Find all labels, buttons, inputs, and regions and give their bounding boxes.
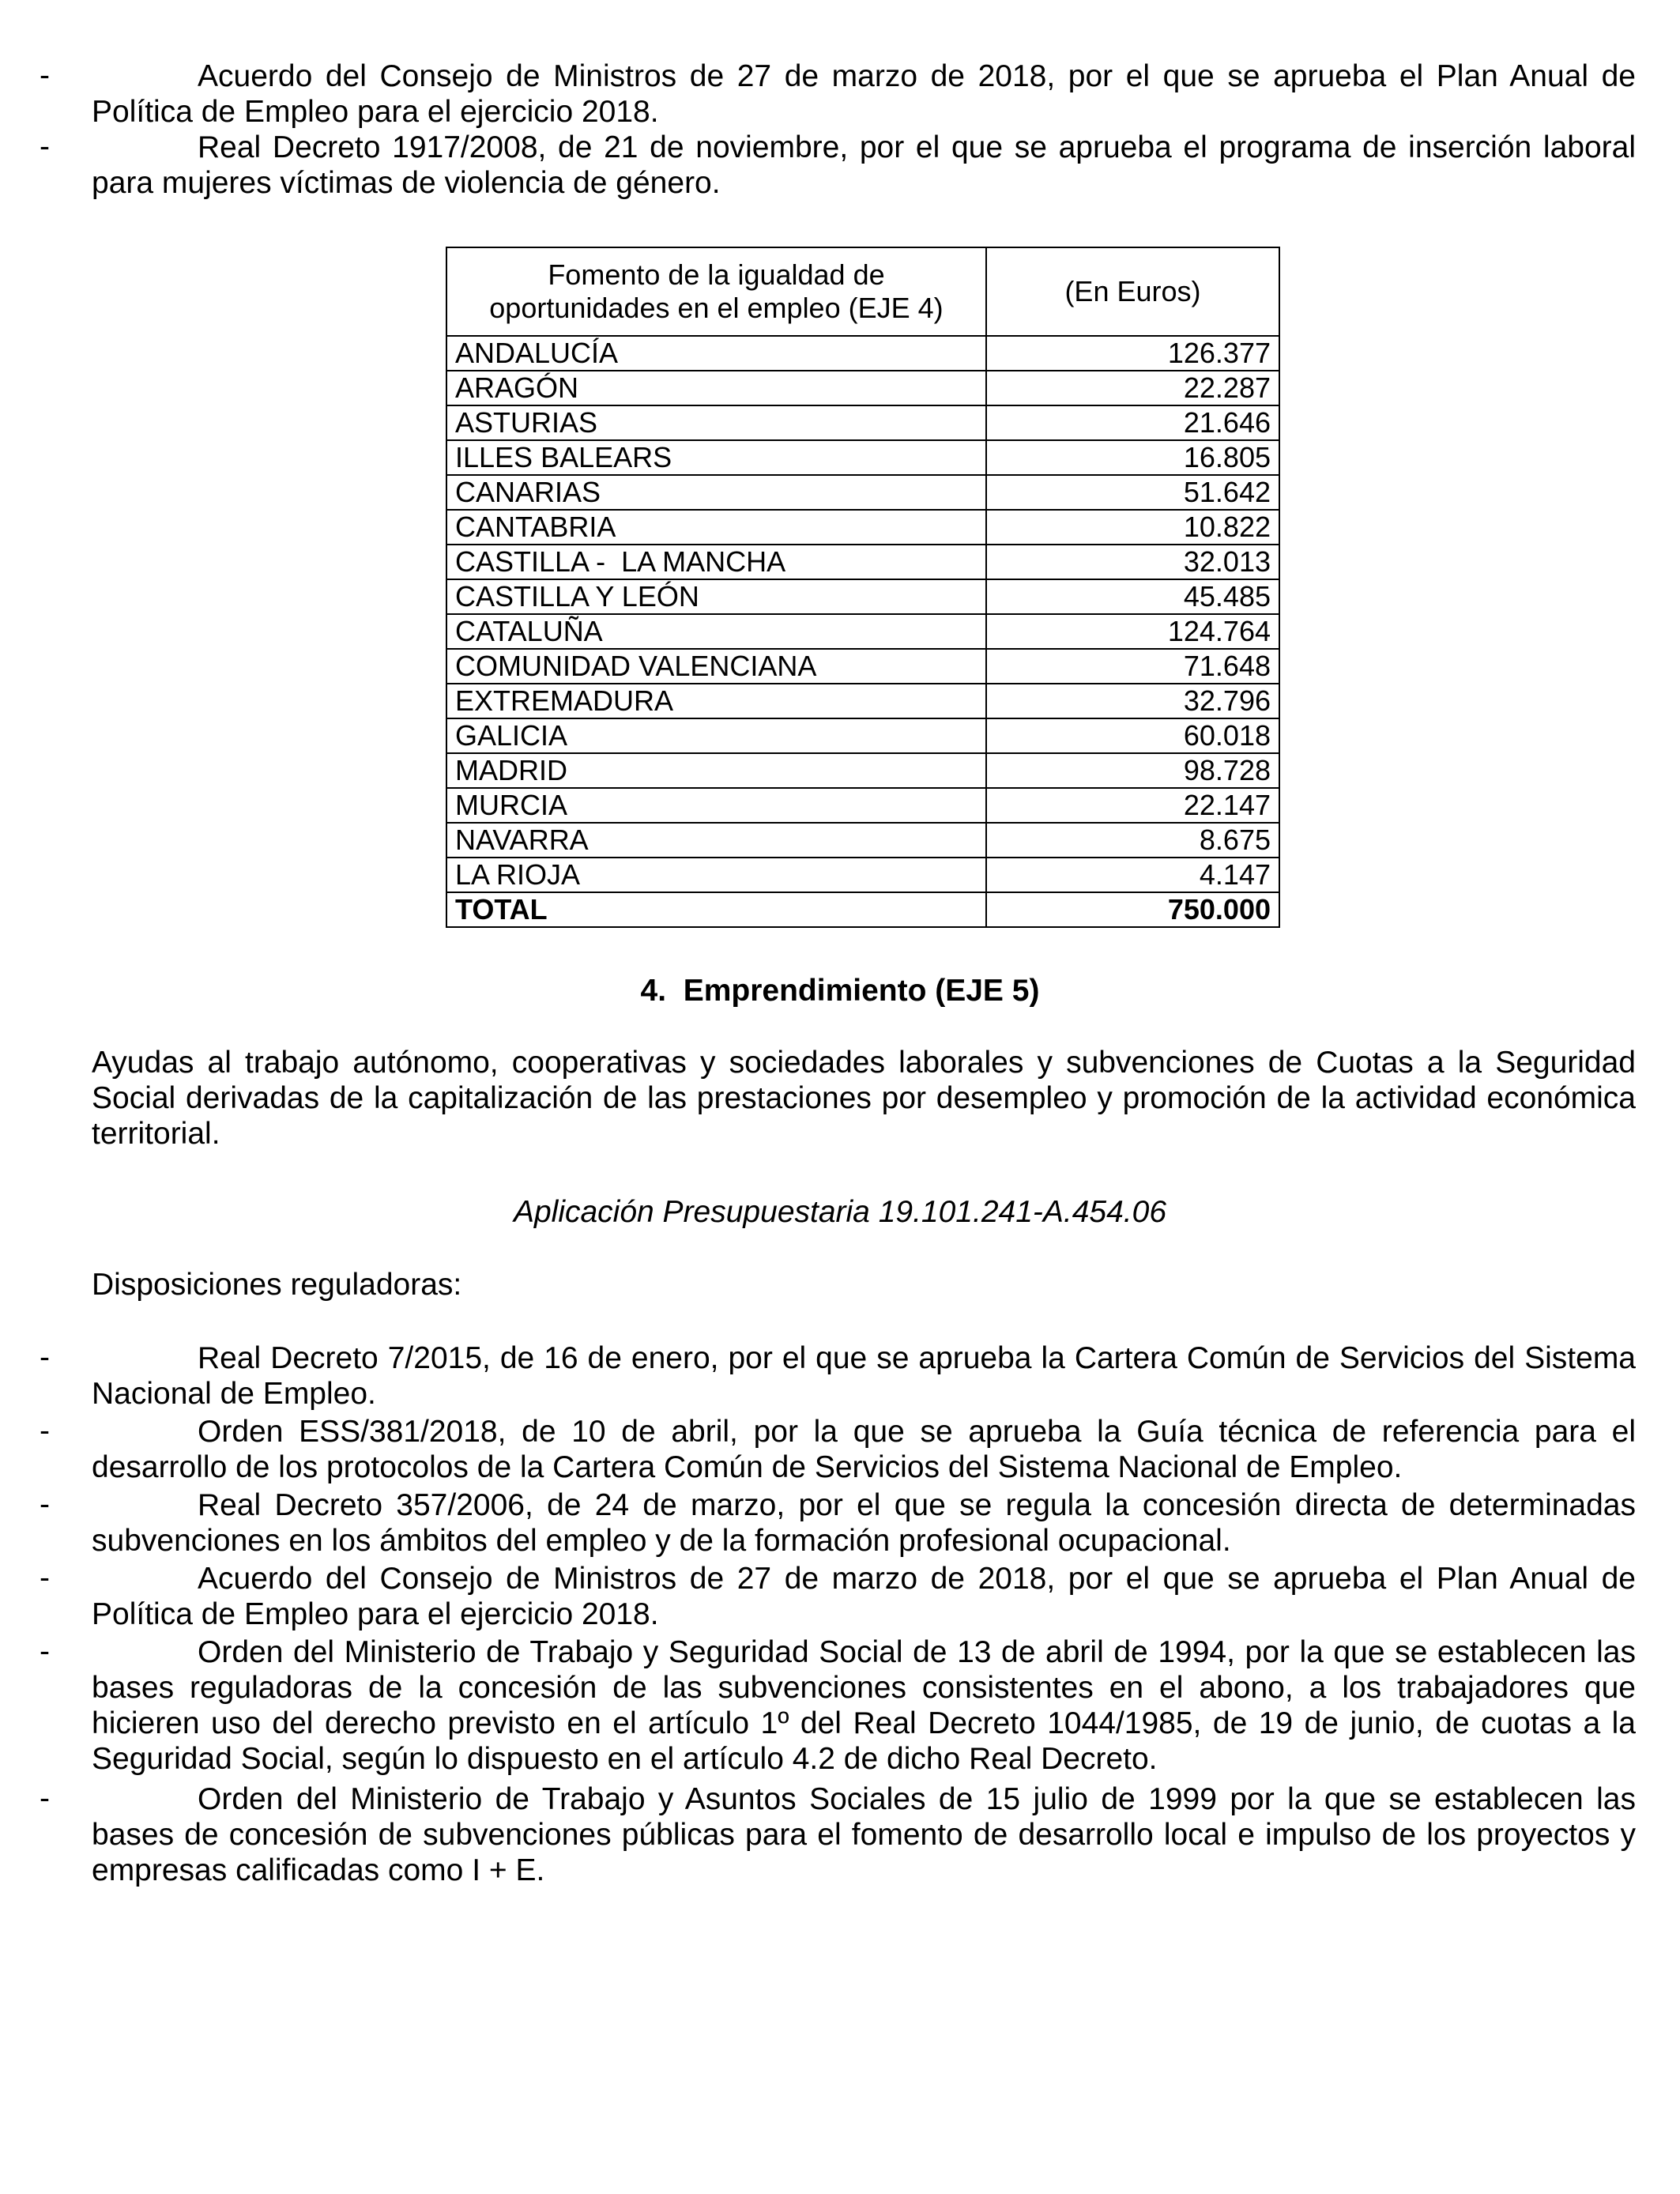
table-row bbox=[446, 858, 1279, 892]
total-label: TOTAL bbox=[446, 892, 986, 927]
list-dash: - bbox=[40, 1414, 50, 1448]
list-dash: - bbox=[40, 1561, 50, 1595]
table-total-row bbox=[446, 892, 1279, 927]
table-header-row bbox=[446, 247, 1279, 336]
table-row bbox=[446, 823, 1279, 858]
amount-cell: 126.377 bbox=[986, 336, 1279, 371]
amount-cell: 32.013 bbox=[986, 545, 1279, 579]
list-dash: - bbox=[40, 58, 50, 92]
table-row bbox=[446, 614, 1279, 649]
funding-table bbox=[446, 247, 1280, 928]
table-row bbox=[446, 649, 1279, 684]
list-item bbox=[40, 58, 1636, 130]
amount-cell: 10.822 bbox=[986, 510, 1279, 545]
amount-cell: 51.642 bbox=[986, 475, 1279, 510]
amount-cell: 124.764 bbox=[986, 614, 1279, 649]
region-cell: CATALUÑA bbox=[446, 614, 986, 649]
amount-cell: 32.796 bbox=[986, 684, 1279, 718]
section-intro: Ayudas al trabajo autónomo, cooperativas y sociedades laborales y subvenciones de Cuotas a la Seguridad Social derivadas de la capitalización de las prestaciones por desempleo y promoción de la actividad económica territorial. bbox=[92, 1046, 1636, 1151]
table-header-program: Fomento de la igualdad de oportunidades en el empleo (EJE 4) bbox=[446, 247, 986, 336]
table-row bbox=[446, 753, 1279, 788]
list-dash: - bbox=[40, 1340, 50, 1374]
list-item-text: Acuerdo del Consejo de Ministros de 27 de marzo de 2018, por el que se aprueba el Plan Anual de Política de Empleo para el ejercicio 2018. bbox=[92, 59, 1636, 129]
section-heading: 4. Emprendimiento (EJE 5) bbox=[640, 974, 1040, 1008]
table-row bbox=[446, 718, 1279, 753]
list-item bbox=[40, 1634, 1636, 1777]
list-item bbox=[40, 1561, 1636, 1632]
table-row bbox=[446, 405, 1279, 440]
region-cell: ANDALUCÍA bbox=[446, 336, 986, 371]
amount-cell: 22.287 bbox=[986, 371, 1279, 405]
regulations-label: Disposiciones reguladoras: bbox=[92, 1268, 462, 1302]
region-cell: COMUNIDAD VALENCIANA bbox=[446, 649, 986, 684]
list-item bbox=[40, 1487, 1636, 1559]
region-cell: CANARIAS bbox=[446, 475, 986, 510]
list-item-text: Orden del Ministerio de Trabajo y Seguridad Social de 13 de abril de 1994, por la que se establecen las bases reguladoras de la concesión de las subvenciones consistentes en el abono, a los trabajadores que hicieren uso del derecho previsto en el artículo 1º del Real Decreto 1044/1985, de 19 de junio, de cuotas a la Seguridad Social, según lo dispuesto en el artículo 4.2 de dicho Real Decreto. bbox=[92, 1635, 1636, 1776]
region-cell: ASTURIAS bbox=[446, 405, 986, 440]
list-item-text: Acuerdo del Consejo de Ministros de 27 de marzo de 2018, por el que se aprueba el Plan Anual de Política de Empleo para el ejercicio 2018. bbox=[92, 1562, 1636, 1631]
region-cell: NAVARRA bbox=[446, 823, 986, 858]
total-amount: 750.000 bbox=[986, 892, 1279, 927]
list-dash: - bbox=[40, 1487, 50, 1521]
region-cell: MURCIA bbox=[446, 788, 986, 823]
region-cell: ILLES BALEARS bbox=[446, 440, 986, 475]
table-row bbox=[446, 684, 1279, 718]
amount-cell: 21.646 bbox=[986, 405, 1279, 440]
budget-line: Aplicación Presupuestaria 19.101.241-A.454.06 bbox=[513, 1195, 1167, 1229]
list-item bbox=[40, 1414, 1636, 1485]
region-cell: LA RIOJA bbox=[446, 858, 986, 892]
table-row bbox=[446, 579, 1279, 614]
amount-cell: 45.485 bbox=[986, 579, 1279, 614]
table-row bbox=[446, 545, 1279, 579]
amount-cell: 71.648 bbox=[986, 649, 1279, 684]
list-dash: - bbox=[40, 1634, 50, 1668]
region-cell: CASTILLA Y LEÓN bbox=[446, 579, 986, 614]
table-row bbox=[446, 475, 1279, 510]
list-dash: - bbox=[40, 1781, 50, 1815]
amount-cell: 8.675 bbox=[986, 823, 1279, 858]
region-cell: EXTREMADURA bbox=[446, 684, 986, 718]
list-item-text: Real Decreto 357/2006, de 24 de marzo, por el que se regula la concesión directa de determinadas subvenciones en los ámbitos del empleo y de la formación profesional ocupacional. bbox=[92, 1488, 1636, 1558]
table-row bbox=[446, 510, 1279, 545]
list-item bbox=[40, 130, 1636, 201]
list-item-text: Orden ESS/381/2018, de 10 de abril, por la que se aprueba la Guía técnica de referencia para el desarrollo de los protocolos de la Cartera Común de Servicios del Sistema Nacional de Empleo. bbox=[92, 1415, 1636, 1484]
table-row bbox=[446, 371, 1279, 405]
list-item-text: Real Decreto 7/2015, de 16 de enero, por el que se aprueba la Cartera Común de Servicios del Sistema Nacional de Empleo. bbox=[92, 1341, 1636, 1411]
table-row bbox=[446, 336, 1279, 371]
amount-cell: 16.805 bbox=[986, 440, 1279, 475]
region-cell: CASTILLA - LA MANCHA bbox=[446, 545, 986, 579]
list-dash: - bbox=[40, 130, 50, 164]
amount-cell: 98.728 bbox=[986, 753, 1279, 788]
list-item-text: Real Decreto 1917/2008, de 21 de noviembre, por el que se aprueba el programa de inserción laboral para mujeres víctimas de violencia de género. bbox=[92, 130, 1636, 200]
amount-cell: 60.018 bbox=[986, 718, 1279, 753]
region-cell: CANTABRIA bbox=[446, 510, 986, 545]
table-row bbox=[446, 440, 1279, 475]
list-item bbox=[40, 1340, 1636, 1412]
amount-cell: 4.147 bbox=[986, 858, 1279, 892]
amount-cell: 22.147 bbox=[986, 788, 1279, 823]
table-header-currency: (En Euros) bbox=[986, 247, 1279, 336]
list-item-text: Orden del Ministerio de Trabajo y Asuntos Sociales de 15 julio de 1999 por la que se establecen las bases de concesión de subvenciones públicas para el fomento de desarrollo local e impulso de los proyectos y empresas calificadas como I + E. bbox=[92, 1782, 1636, 1887]
list-item bbox=[40, 1781, 1636, 1888]
region-cell: MADRID bbox=[446, 753, 986, 788]
table-row bbox=[446, 788, 1279, 823]
region-cell: ARAGÓN bbox=[446, 371, 986, 405]
region-cell: GALICIA bbox=[446, 718, 986, 753]
